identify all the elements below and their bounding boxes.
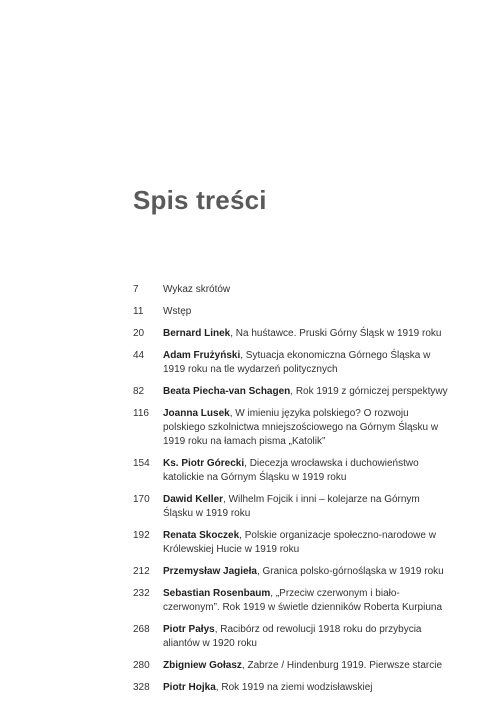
toc-entry: [0, 623, 480, 651]
toc-author: Zbigniew Gołasz: [163, 660, 242, 671]
toc-author: Piotr Pałys: [163, 624, 215, 635]
toc-entry-text: [163, 385, 448, 399]
toc-author: Przemysław Jagieła: [163, 566, 257, 577]
toc-title: , Racibórz od rewolucji 1918 roku do przybycia aliantów w 1920 roku: [163, 624, 422, 649]
toc-title: , Granica polsko-górnośląska w 1919 roku: [256, 566, 444, 577]
toc-title: , Zabrze / Hindenburg 1919. Pierwsze starcie: [241, 660, 443, 671]
toc-entry: [0, 681, 480, 695]
toc-author: Ks. Piotr Górecki: [163, 458, 245, 469]
toc-entry-text: [163, 565, 448, 579]
toc-entry: [0, 457, 480, 485]
toc-entry-text: [163, 587, 448, 615]
toc-author: Piotr Hojka: [163, 682, 216, 693]
toc-author: Dawid Keller: [163, 494, 224, 505]
toc-page-number: 232: [133, 588, 150, 599]
toc-author: Bernard Linek: [163, 328, 231, 339]
toc-entry-text: [163, 305, 448, 319]
toc-page-number: 268: [133, 624, 150, 635]
toc-entry: [0, 587, 480, 615]
toc-entry: [0, 349, 480, 377]
toc-entry-text: [163, 529, 448, 557]
toc-entry-text: [163, 659, 448, 673]
toc-title: , Na huśtawce. Pruski Górny Śląsk w 1919 roku: [230, 328, 442, 339]
page-title: Spis treści: [133, 185, 267, 215]
toc-title: , Sytuacja ekonomiczna Górnego Śląska w 1919 roku na tle wydarzeń politycznych: [163, 350, 431, 375]
toc-entry: [0, 659, 480, 673]
toc-page-number: 328: [133, 682, 150, 693]
toc-title: , Rok 1919 na ziemi wodzisławskiej: [215, 682, 373, 693]
toc-entry: [0, 385, 480, 399]
toc-title: , Diecezja wrocławska i duchowieństwo katolickie na Górnym Śląsku w 1919 roku: [163, 458, 419, 483]
toc-entry: [0, 565, 480, 579]
toc-page-number: 11: [133, 306, 144, 317]
toc-page-number: 44: [133, 350, 145, 361]
toc-page-number: 82: [133, 386, 145, 397]
toc-page-number: 212: [133, 566, 150, 577]
toc-entry: [0, 327, 480, 341]
toc-author: Joanna Lusek: [163, 408, 230, 419]
toc-entry: [0, 529, 480, 557]
toc-title: Wykaz skrótów: [163, 284, 231, 295]
toc-page-number: 192: [133, 530, 150, 541]
toc-entry-text: [163, 493, 448, 521]
toc-entry-text: [163, 623, 448, 651]
toc-entry: [0, 283, 480, 297]
toc-title: , „Przeciw czerwonym i biało-czerwonym”. Rok 1919 w świetle dzienników Roberta Kurpiuna: [163, 588, 443, 613]
toc-title: , W imieniu języka polskiego? O rozwoju polskiego szkolnictwa mniejszościowego na Górnym Śląsku w 1919 roku na łamach pisma „Katolik”: [163, 408, 439, 447]
toc-page-number: 170: [133, 494, 150, 505]
toc-entry-text: [163, 681, 448, 695]
toc-entry: [0, 407, 480, 449]
toc-page-number: 116: [133, 408, 149, 419]
toc-title: , Polskie organizacje społeczno-narodowe w Królewskiej Hucie w 1919 roku: [163, 530, 436, 555]
toc-title: Wstęp: [163, 306, 192, 317]
toc-author: Adam Frużyński: [163, 350, 241, 361]
toc-page-number: 7: [133, 284, 139, 295]
toc-entry-text: [163, 457, 448, 485]
toc-entry-text: [163, 349, 448, 377]
toc-page-number: 280: [133, 660, 150, 671]
table-of-contents: [0, 283, 480, 695]
toc-author: Renata Skoczek: [163, 530, 240, 541]
toc-entry: [0, 305, 480, 319]
toc-entry: [0, 493, 480, 521]
toc-author: Sebastian Rosenbaum: [163, 588, 271, 599]
toc-title: , Rok 1919 z górniczej perspektywy: [290, 386, 448, 397]
toc-entry-text: [163, 407, 448, 449]
toc-entry-text: [163, 327, 448, 341]
toc-entry-text: [163, 283, 448, 297]
toc-page-number: 154: [133, 458, 150, 469]
toc-author: Beata Piecha-van Schagen: [163, 386, 291, 397]
toc-title: , Wilhelm Fojcik i inni – kolejarze na Górnym Śląsku w 1919 roku: [163, 494, 420, 519]
toc-page-number: 20: [133, 328, 145, 339]
